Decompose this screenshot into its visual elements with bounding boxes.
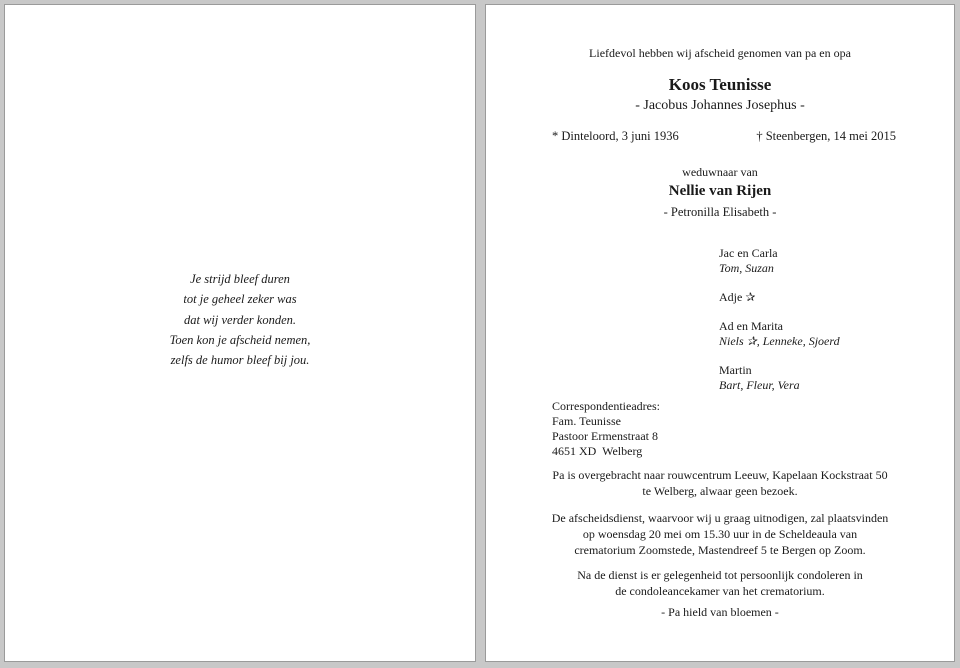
paragraph-line: De afscheidsdienst, waarvoor wij u graag uitnodigen, zal plaatsvinden xyxy=(551,511,889,525)
paragraph-line: de condoleancekamer van het crematorium. xyxy=(615,584,825,598)
poem-line: Toen kon je afscheid nemen, xyxy=(169,332,311,347)
closing-line: - Pa hield van bloemen - xyxy=(661,605,779,619)
spouse-full-name: - Petronilla Elisabeth - xyxy=(663,205,777,219)
paragraph-condolences xyxy=(486,567,954,599)
deceased-full-name: - Jacobus Johannes Josephus - xyxy=(635,98,805,113)
address-line: 4651 XD Welberg xyxy=(552,444,643,458)
death-info: † Steenbergen, 14 mei 2015 xyxy=(756,129,896,143)
widow-label: weduwnaar van xyxy=(682,165,758,179)
left-page xyxy=(4,4,476,662)
paragraph-line: crematorium Zoomstede, Mastendreef 5 te Bergen op Zoom. xyxy=(574,543,866,557)
poem-line: dat wij verder konden. xyxy=(183,312,296,327)
birth-info: * Dinteloord, 3 juni 1936 xyxy=(552,129,679,143)
deceased-name: Koos Teunisse xyxy=(668,75,772,94)
family-group xyxy=(719,290,840,305)
family-parents: Adje ✰ xyxy=(719,290,756,304)
paragraph-line: Pa is overgebracht naar rouwcentrum Leeuw, Kapelaan Kockstraat 50 xyxy=(552,468,888,482)
poem-line: tot je geheel zeker was xyxy=(183,292,297,307)
family-group xyxy=(719,319,840,349)
poem xyxy=(5,269,475,370)
intro-text: Liefdevol hebben wij afscheid genomen van pa en opa xyxy=(589,46,851,60)
family-parents: Ad en Marita xyxy=(719,319,783,333)
address-line: Pastoor Ermenstraat 8 xyxy=(552,429,658,443)
family-group xyxy=(719,246,840,276)
poem-line: zelfs de humor bleef bij jou. xyxy=(170,353,310,368)
address-label: Correspondentieadres: xyxy=(552,399,660,413)
family-children: Bart, Fleur, Vera xyxy=(719,378,800,392)
family-list xyxy=(719,246,840,407)
paragraph-line: te Welberg, alwaar geen bezoek. xyxy=(642,484,798,498)
family-group xyxy=(719,363,840,393)
correspondence-address xyxy=(552,399,660,459)
family-children: Tom, Suzan xyxy=(719,261,774,275)
family-children: Niels ✰, Lenneke, Sjoerd xyxy=(719,334,840,348)
family-parents: Jac en Carla xyxy=(719,246,778,260)
paragraph-funeral-home xyxy=(486,467,954,499)
address-line: Fam. Teunisse xyxy=(552,414,621,428)
spouse-name: Nellie van Rijen xyxy=(668,183,772,199)
right-page xyxy=(485,4,955,662)
family-parents: Martin xyxy=(719,363,752,377)
poem-line: Je strijd bleef duren xyxy=(190,272,290,286)
paragraph-line: op woensdag 20 mei om 15.30 uur in de Scheldeaula van xyxy=(582,527,858,541)
paragraph-service xyxy=(486,510,954,558)
paragraph-line: Na de dienst is er gelegenheid tot persoonlijk condoleren in xyxy=(577,568,863,582)
